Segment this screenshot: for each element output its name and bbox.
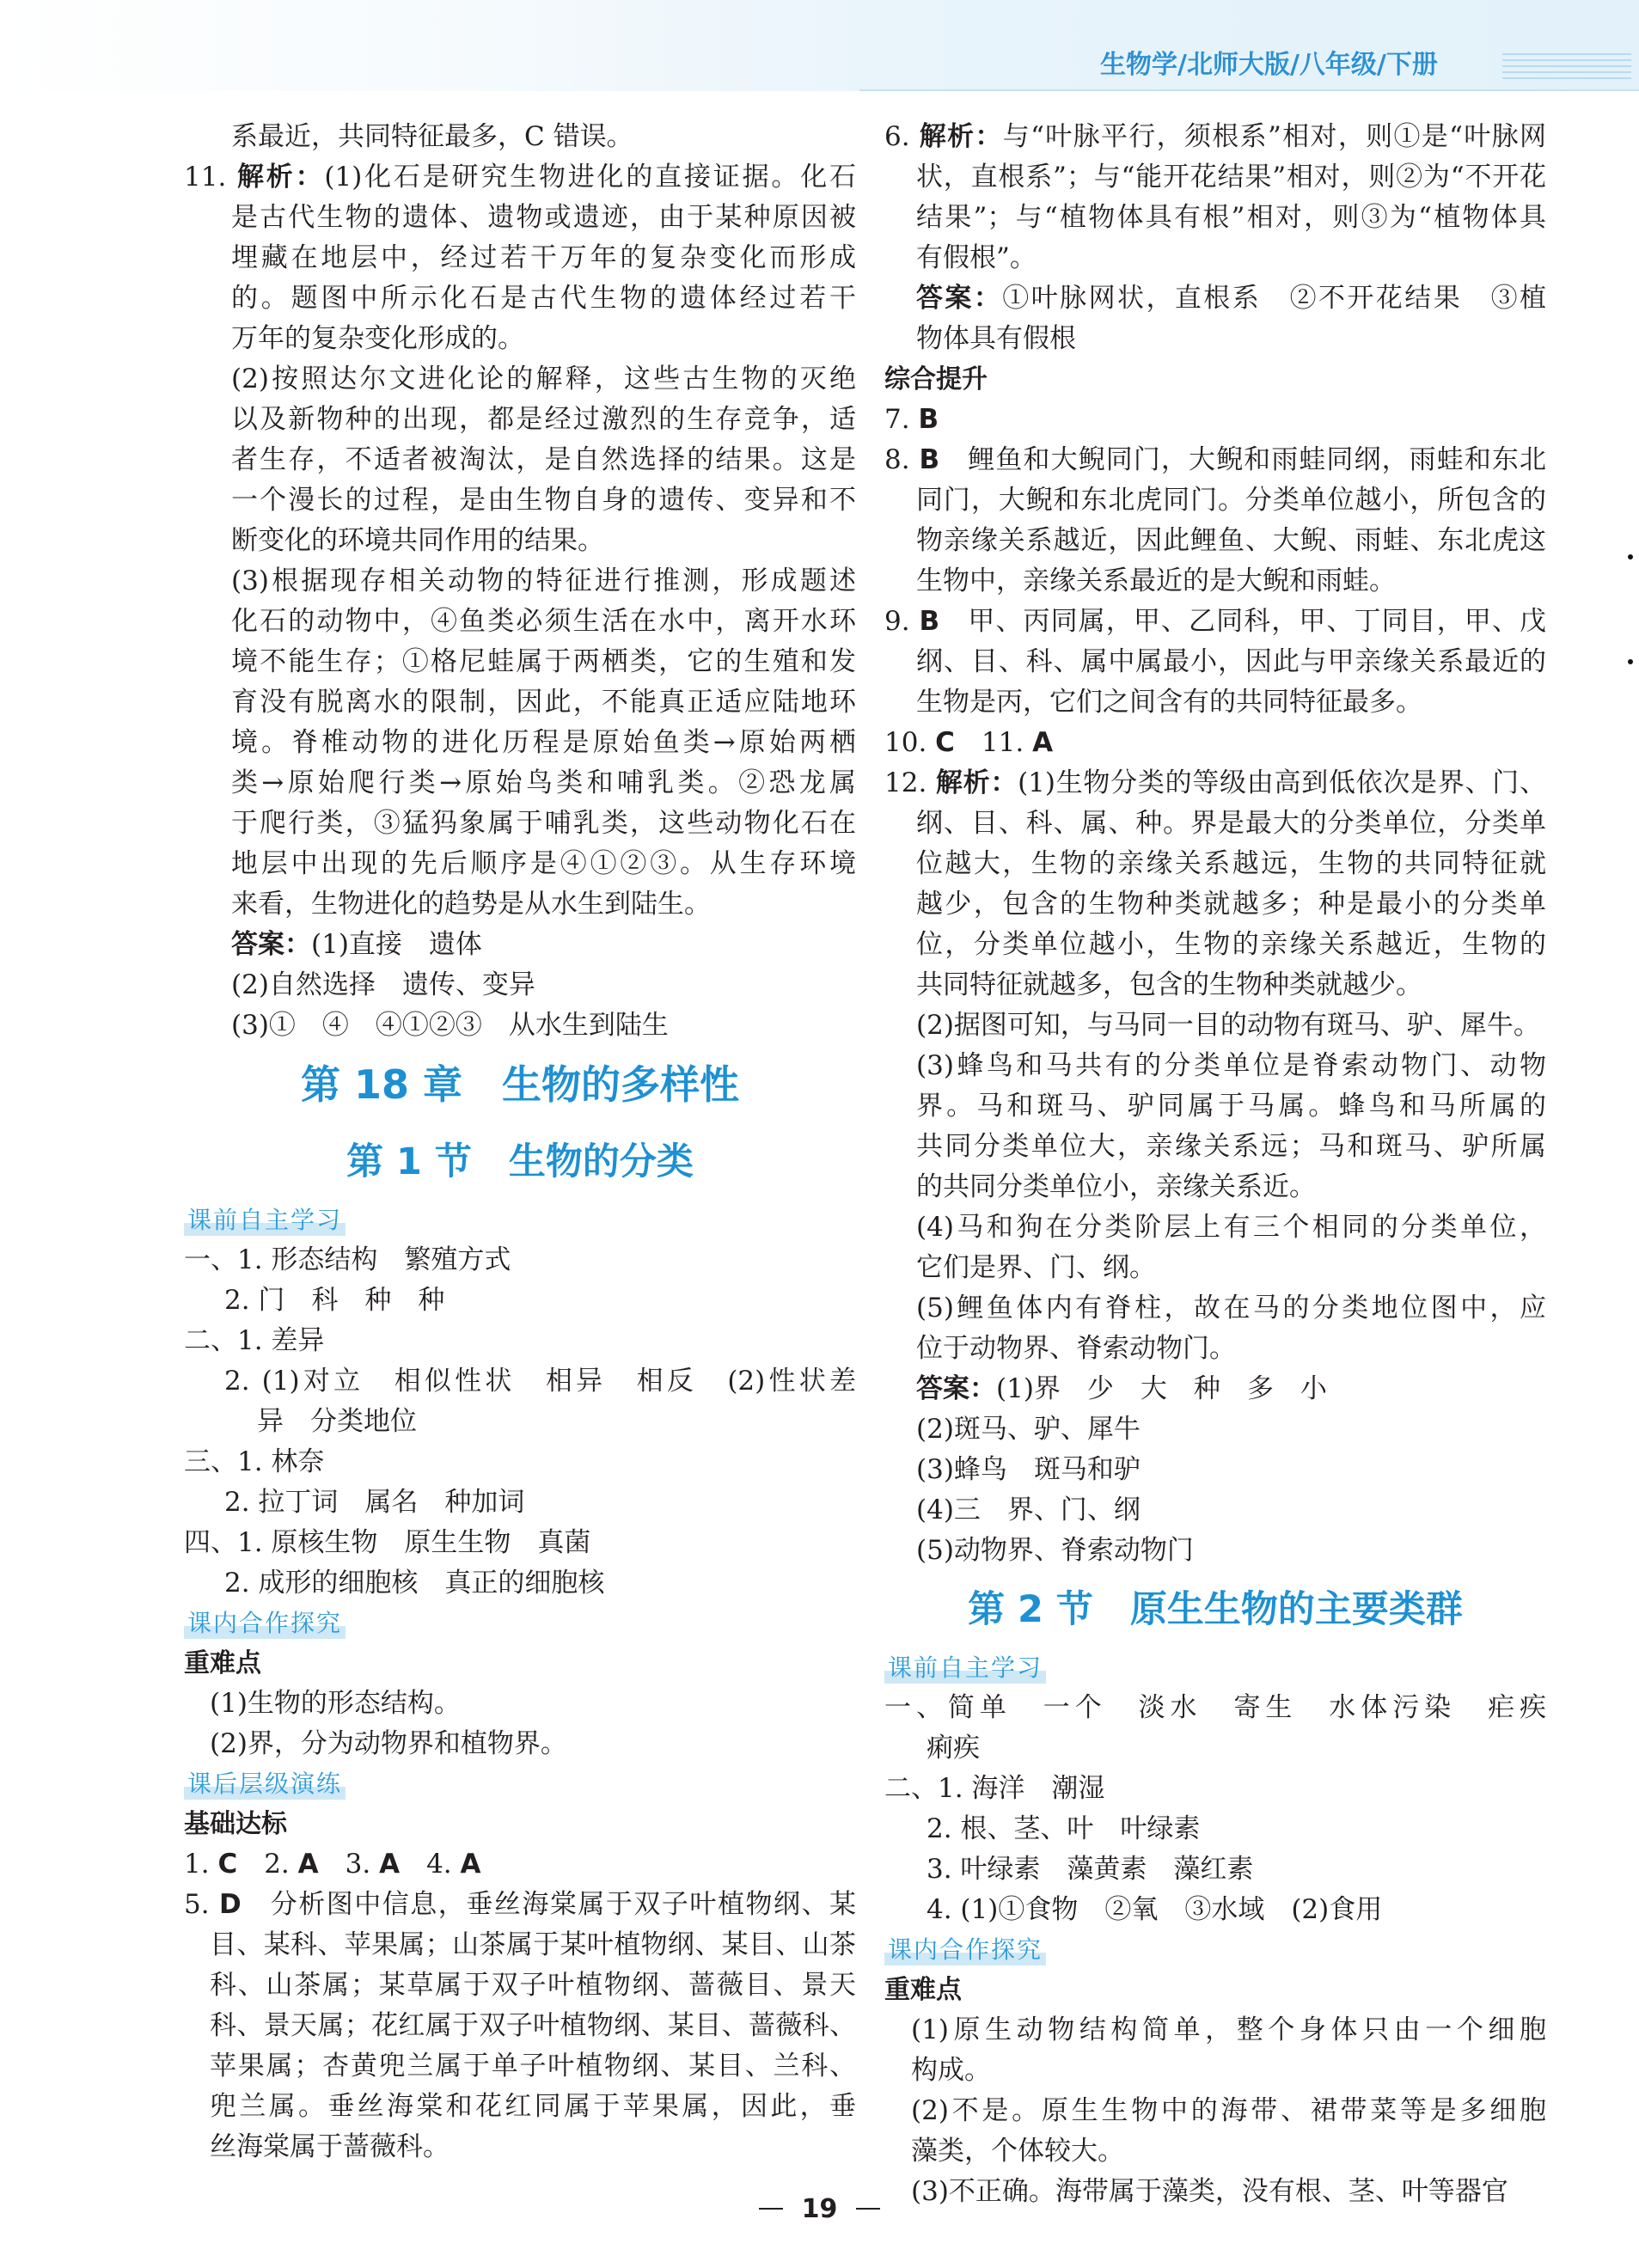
- text-run: 3.: [318, 1849, 380, 1880]
- outline-item: [184, 1523, 856, 1563]
- text-run: 6.: [884, 121, 920, 152]
- text-line: [184, 925, 856, 965]
- text-run: (1)直接 遗体: [311, 929, 482, 960]
- answer-item: [884, 602, 1546, 723]
- text-line: 类→原始爬行类→原始鸟类和哺乳类。②恐龙属: [231, 767, 856, 798]
- outline-item: [884, 1688, 1546, 1769]
- text-line: 一个漫长的过程，是由生物自身的遗传、变异和不: [231, 485, 856, 516]
- text-run: 9.: [884, 606, 920, 637]
- text-run: (1)化石是研究生物进化的直接证据。化石: [324, 162, 856, 193]
- text-line: 共同分类单位大，亲缘关系远；马和斑马、驴所属: [916, 1131, 1546, 1162]
- text-line: 系最近，共同特征最多，C 错误。: [231, 121, 633, 152]
- text-line: (2)按照达尔文进化论的解释，这些古生物的灭绝: [231, 364, 856, 394]
- text-line: 纲、目、科、属中属最小，因此与甲亲缘关系最近的: [916, 646, 1546, 677]
- text-line: [884, 723, 1546, 763]
- text-line: (3)① ④ ④①②③ 从水生到陆生: [231, 1010, 669, 1041]
- bold-label: C: [217, 1849, 238, 1880]
- bold-label: A: [379, 1849, 401, 1880]
- answer-item: [884, 440, 1546, 602]
- text-line: 的共同分类单位小，亲缘关系近。: [916, 1171, 1316, 1202]
- text-line: 痢疾: [927, 1733, 980, 1764]
- text-line: [884, 763, 1546, 804]
- text-line: 万年的复杂变化形成的。: [231, 323, 524, 354]
- text-run: (1)界 少 大 种 多 小: [996, 1373, 1327, 1404]
- key-point: [184, 1684, 856, 1724]
- module-label-text: 课后层级演练: [184, 1769, 346, 1800]
- text-line: 它们是界、门、纲。: [916, 1252, 1156, 1283]
- text-line: 是古代生物的遗体、遗物或遗迹，由于某种原因被: [231, 202, 856, 233]
- text-line: 于爬行类，③猛犸象属于哺乳类，这些动物化石在: [231, 808, 856, 839]
- outline-subitem: [184, 1563, 856, 1604]
- module-label: [184, 1604, 856, 1643]
- text-run: ①叶脉网状，直根系 ②不开花结果 ③植: [1002, 283, 1546, 314]
- bold-label: D: [218, 1889, 242, 1920]
- chapter-title-text: 第 18 章 生物的多样性: [300, 1061, 740, 1108]
- section-title: [184, 1123, 856, 1201]
- subheading-text: 综合提升: [884, 364, 988, 394]
- outline-item: [884, 400, 1546, 440]
- module-label: [184, 1764, 856, 1804]
- text-run: 4.: [400, 1849, 461, 1880]
- text-line: (3)蜂鸟和马共有的分类单位是脊索动物门、动物: [916, 1050, 1546, 1081]
- outline-item: [184, 1844, 856, 1885]
- paragraph: [184, 925, 856, 965]
- text-line: 化石的动物中，④鱼类必须生活在水中，离开水环: [231, 606, 856, 637]
- text-line: 一、简单 一个 淡水 寄生 水体污染 疟疾: [884, 1692, 1546, 1723]
- paragraph: [884, 1409, 1546, 1450]
- text-run: 8.: [884, 444, 920, 475]
- text-line: 三、1. 林奈: [184, 1446, 325, 1477]
- text-run: 12.: [884, 767, 936, 798]
- answer-item: [184, 157, 856, 359]
- text-line: 物体具有假根: [916, 323, 1076, 354]
- bold-label: 答案：: [916, 283, 1003, 314]
- outline-subitem: [184, 1281, 856, 1321]
- bold-label: 解析：: [236, 162, 325, 193]
- text-line: 物亲缘关系越近，因此鲤鱼、大鲵、雨蛙、东北虎这: [916, 525, 1546, 556]
- outline-subitem: [184, 1361, 856, 1442]
- bold-label: 答案：: [231, 929, 311, 960]
- text-line: 2. 根、茎、叶 叶绿素: [927, 1813, 1201, 1844]
- text-run: 甲、丙同属，甲、乙同科，甲、丁同目，甲、戊: [968, 606, 1546, 637]
- paragraph: [884, 278, 1546, 359]
- key-point: [884, 2010, 1546, 2091]
- text-line: 越少，包含的生物种类就越多；种是最小的分类单: [916, 889, 1546, 920]
- text-line: [184, 1885, 856, 1925]
- module-label-text: 课内合作探究: [884, 1935, 1046, 1965]
- text-line: 的。题图中所示化石是古代生物的遗体经过若干: [231, 283, 856, 314]
- text-line: 结果”；与“植物体具有根”相对，则③为“植物体具: [916, 202, 1546, 233]
- text-line: (2)据图可知，与马同一目的动物有斑马、驴、犀牛。: [916, 1010, 1540, 1041]
- module-label-text: 课前自主学习: [184, 1205, 346, 1236]
- text-line: 2. 门 科 种 种: [224, 1285, 445, 1316]
- module-label: [184, 1201, 856, 1240]
- text-run: 7.: [884, 404, 919, 435]
- bold-label: 答案：: [916, 1373, 996, 1404]
- paragraph: [184, 117, 856, 157]
- right-column: [884, 117, 1546, 2212]
- book-series-title: 生物学/北师大版/八年级/下册: [1100, 50, 1438, 80]
- page-dash: [759, 2208, 783, 2210]
- module-label: [884, 1930, 1546, 1970]
- text-run: 与“叶脉平行，须根系”相对，则①是“叶脉网: [1002, 121, 1546, 152]
- text-line: 地层中出现的先后顺序是④①②③。从生存环境: [231, 848, 856, 879]
- text-line: (1)生物的形态结构。: [210, 1688, 461, 1719]
- page-dash: [856, 2208, 880, 2210]
- bold-label: B: [918, 404, 939, 435]
- section-title-text: 第 2 节 原生生物的主要类群: [968, 1588, 1463, 1631]
- header-rule: [859, 89, 1639, 91]
- outline-subitem: [884, 1849, 1546, 1890]
- text-line: 4. (1)①食物 ②氧 ③水域 (2)食用: [927, 1894, 1383, 1925]
- text-line: 一、1. 形态结构 繁殖方式: [184, 1244, 511, 1275]
- text-line: 境。脊椎动物的进化历程是原始鱼类→原始两栖: [231, 727, 856, 758]
- page-footer: [0, 2190, 1639, 2228]
- text-line: 断变化的环境共同作用的结果。: [231, 525, 604, 556]
- text-line: 位，分类单位越小，生物的亲缘关系越近，生物的: [916, 929, 1546, 960]
- text-line: [884, 117, 1546, 157]
- text-line: 有假根”。: [916, 242, 1037, 273]
- text-line: (2)界，分为动物界和植物界。: [210, 1728, 567, 1759]
- subheading-text: 重难点: [884, 1975, 962, 2005]
- text-line: 苹果属；杏黄兜兰属于单子叶植物纲、某目、兰科、: [210, 2051, 856, 2082]
- margin-dot: [1628, 659, 1633, 664]
- bold-label: B: [919, 444, 940, 475]
- text-line: (1)原生动物结构简单，整个身体只由一个细胞: [911, 2014, 1546, 2045]
- module-label-text: 课前自主学习: [884, 1653, 1046, 1684]
- text-run: 10.: [884, 727, 936, 758]
- text-line: 育没有脱离水的限制，因此，不能真正适应陆地环: [231, 687, 856, 718]
- text-line: 二、1. 差异: [184, 1325, 325, 1356]
- text-line: (2)斑马、驴、犀牛: [916, 1414, 1141, 1445]
- bold-label: A: [297, 1849, 319, 1880]
- outline-subitem: [184, 1482, 856, 1523]
- text-run: 分析图中信息，垂丝海棠属于双子叶植物纲、某: [241, 1889, 856, 1920]
- text-line: [884, 440, 1546, 480]
- text-line: 构成。: [911, 2055, 991, 2086]
- subheading: [884, 359, 1546, 400]
- text-line: 科、山茶属；某草属于双子叶植物纲、蔷薇目、景天: [210, 1970, 856, 2001]
- text-line: [884, 278, 1546, 319]
- text-line: (3)根据现存相关动物的特征进行推测，形成题述: [231, 565, 856, 596]
- answer-item: [184, 1885, 856, 2167]
- text-line: (3)不正确。海带属于藻类，没有根、茎、叶等器官: [911, 2176, 1508, 2207]
- text-line: 生物是丙，它们之间含有的共同特征最多。: [916, 687, 1422, 718]
- text-line: 以及新物种的出现，都是经过激烈的生存竞争，适: [231, 404, 856, 435]
- text-line: [884, 400, 1546, 440]
- outline-item: [184, 1442, 856, 1482]
- section-title-text: 第 1 节 生物的分类: [346, 1140, 694, 1183]
- text-line: 四、1. 原核生物 原生生物 真菌: [184, 1527, 591, 1558]
- text-line: 3. 叶绿素 藻黄素 藻红素: [927, 1854, 1254, 1885]
- text-line: 2. 拉丁词 属名 种加词: [224, 1487, 525, 1518]
- chapter-title: [184, 1046, 856, 1123]
- outline-item: [184, 1240, 856, 1281]
- outline-item: [884, 1769, 1546, 1809]
- text-line: 状，直根系”；与“能开花结果”相对，则②为“不开花: [916, 162, 1546, 193]
- text-run: 11.: [954, 727, 1033, 758]
- text-line: (5)鲤鱼体内有脊柱，故在马的分类地位图中，应: [916, 1293, 1546, 1324]
- text-line: 兜兰属。垂丝海棠和花红同属于苹果属，因此，垂: [210, 2091, 856, 2122]
- text-line: (4)三 界、门、纲: [916, 1495, 1141, 1525]
- outline-item: [184, 1321, 856, 1361]
- module-label: [884, 1648, 1546, 1688]
- text-line: 位于动物界、脊索动物门。: [916, 1333, 1236, 1364]
- text-line: (4)马和狗在分类阶层上有三个相同的分类单位，: [916, 1212, 1546, 1243]
- left-column: [184, 117, 856, 2167]
- bold-label: A: [460, 1849, 481, 1880]
- text-run: 鲤鱼和大鲵同门，大鲵和雨蛙同纲，雨蛙和东北: [968, 444, 1546, 475]
- paragraph: [884, 1450, 1546, 1490]
- text-line: (2)自然选择 遗传、变异: [231, 969, 535, 1000]
- text-line: 境不能生存；①格尼蛙属于两栖类，它的生殖和发: [231, 646, 856, 677]
- bold-label: 解析：: [919, 121, 1003, 152]
- text-line: 共同特征就越多，包含的生物种类就越少。: [916, 969, 1422, 1000]
- outline-subitem: [884, 1890, 1546, 1930]
- key-point: [884, 2091, 1546, 2172]
- text-line: 丝海棠属于蔷薇科。: [210, 2131, 450, 2162]
- text-line: (3)蜂鸟 斑马和驴: [916, 1454, 1141, 1485]
- text-line: 来看，生物进化的趋势是从水生到陆生。: [231, 889, 711, 920]
- text-line: [884, 1369, 1546, 1409]
- subheading: [184, 1804, 856, 1844]
- text-line: 纲、目、科、属、种。界是最大的分类单位，分类单: [916, 808, 1546, 839]
- paragraph: [884, 1006, 1546, 1046]
- paragraph: [884, 1207, 1546, 1288]
- text-line: 同门，大鲵和东北虎同门。分类单位越小，所包含的: [916, 485, 1546, 516]
- subheading: [184, 1643, 856, 1684]
- text-line: (5)动物界、脊索动物门: [916, 1535, 1194, 1566]
- text-line: 位越大，生物的亲缘关系越远，生物的共同特征就: [916, 848, 1546, 879]
- module-label-text: 课内合作探究: [184, 1608, 346, 1639]
- bold-label: 解析：: [935, 767, 1018, 798]
- key-point: [184, 1724, 856, 1764]
- bold-label: A: [1032, 727, 1054, 758]
- text-line: 异 分类地位: [257, 1406, 417, 1437]
- text-line: 2. (1)对立 相似性状 相异 相反 (2)性状差: [224, 1366, 856, 1397]
- paragraph: [884, 1288, 1546, 1369]
- text-line: 埋藏在地层中，经过若干万年的复杂变化而形成: [231, 242, 856, 273]
- subheading: [884, 1970, 1546, 2010]
- section-title: [884, 1571, 1546, 1648]
- paragraph: [184, 965, 856, 1006]
- text-line: 科、景天属；花红属于双子叶植物纲、某目、蔷薇科、: [210, 2010, 856, 2041]
- answer-item: [884, 763, 1546, 1006]
- text-line: 界。马和斑马、驴同属于马属。蜂鸟和马所属的: [916, 1091, 1546, 1122]
- outline-subitem: [884, 1809, 1546, 1849]
- bold-label: C: [935, 727, 955, 758]
- text-run: 1.: [184, 1849, 218, 1880]
- text-line: 生物中，亲缘关系最近的是大鲵和雨蛙。: [916, 565, 1396, 596]
- paragraph: [184, 359, 856, 561]
- text-line: 二、1. 海洋 潮湿: [884, 1773, 1105, 1804]
- text-line: [184, 1844, 856, 1885]
- subheading-text: 重难点: [184, 1648, 261, 1678]
- text-run: 2.: [237, 1849, 298, 1880]
- margin-dot: [1628, 554, 1633, 559]
- paragraph: [184, 1006, 856, 1046]
- text-line: 者生存，不适者被淘汰，是自然选择的结果。这是: [231, 444, 856, 475]
- paragraph: [884, 1490, 1546, 1531]
- text-line: 目、某科、苹果属；山茶属于某叶植物纲、某目、山茶: [210, 1929, 856, 1960]
- paragraph: [184, 561, 856, 925]
- answer-item: [884, 117, 1546, 278]
- paragraph: [884, 1369, 1546, 1409]
- bold-label: B: [919, 606, 940, 637]
- text-line: 2. 成形的细胞核 真正的细胞核: [224, 1568, 605, 1599]
- text-line: 藻类，个体较大。: [911, 2136, 1124, 2167]
- text-run: 11.: [184, 162, 237, 193]
- subheading-text: 基础达标: [184, 1809, 287, 1839]
- header-decoration: [1502, 53, 1631, 81]
- page-number: 19: [801, 2193, 838, 2224]
- text-run: 5.: [184, 1889, 219, 1920]
- paragraph: [884, 1046, 1546, 1207]
- outline-item: [884, 723, 1546, 763]
- paragraph: [884, 1531, 1546, 1571]
- text-line: (2)不是。原生生物中的海带、裙带菜等是多细胞: [911, 2095, 1546, 2126]
- text-line: [184, 157, 856, 198]
- text-run: (1)生物分类的等级由高到低依次是界、门、: [1018, 767, 1546, 798]
- text-line: [884, 602, 1546, 642]
